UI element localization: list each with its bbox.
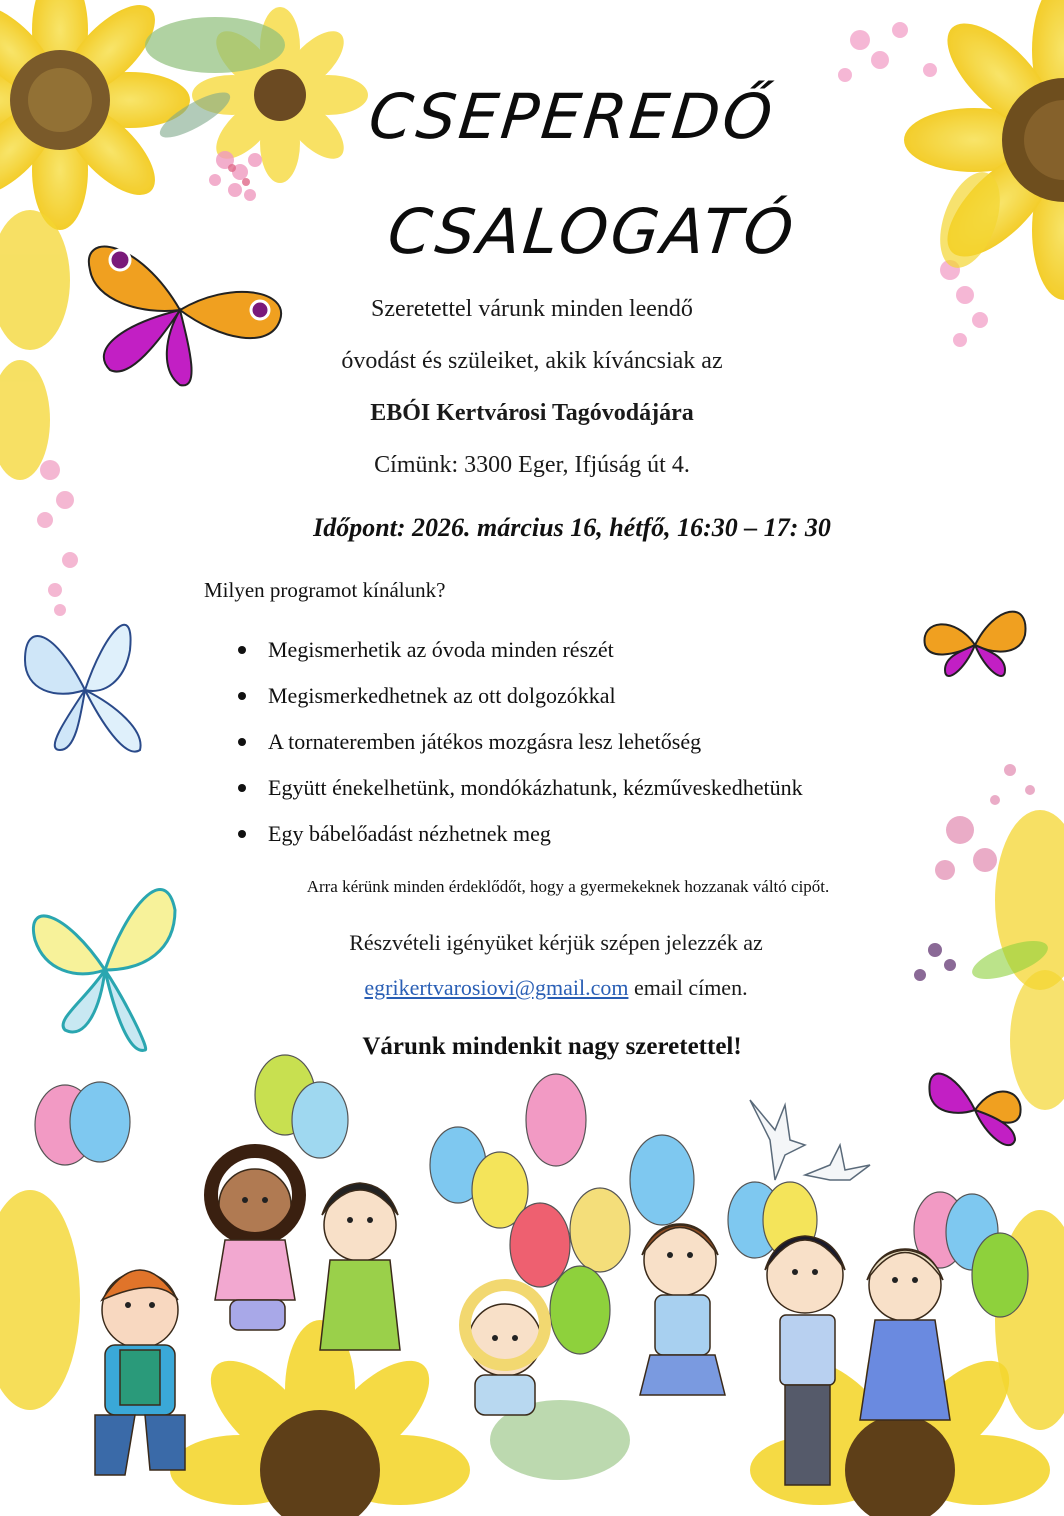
event-datetime: Időpont: 2026. március 16, hétfő, 16:30 – 17: 30 <box>313 513 831 542</box>
bullet-icon <box>238 830 246 838</box>
rsvp-line-1: Részvételi igényüket kérjük szépen jelezzék az <box>349 930 763 955</box>
list-item: A tornateremben játékos mozgásra lesz lehetőség <box>238 722 803 768</box>
email-suffix: email címen. <box>628 975 748 1000</box>
rsvp-line-2 <box>24 975 1064 1001</box>
institution-name: EBÓI Kertvárosi Tagóvodájára <box>370 400 694 426</box>
bullet-icon <box>238 784 246 792</box>
list-item: Egy bábelőadást nézhetnek meg <box>238 814 803 860</box>
list-item: Együtt énekelhetünk, mondókázhatunk, kézműveskedhetünk <box>238 768 803 814</box>
program-list <box>238 630 803 860</box>
intro-line-1: Szeretettel várunk minden leendő <box>371 296 693 322</box>
dove-icon <box>750 1100 870 1180</box>
butterfly-icon <box>929 1074 1020 1146</box>
butterfly-icon <box>33 890 175 1051</box>
bullet-icon <box>238 646 246 654</box>
title-line-2: CSALOGATÓ <box>384 195 800 268</box>
title-line-1: CSEPEREDŐ <box>365 80 779 153</box>
email-link[interactable]: egrikertvarosiovi@gmail.com <box>364 975 629 1000</box>
program-heading: Milyen programot kínálunk? <box>204 578 446 602</box>
closing-text: Várunk mindenkit nagy szeretettel! <box>362 1033 742 1060</box>
butterfly-icon <box>925 612 1026 676</box>
butterfly-icon <box>25 625 141 752</box>
intro-line-2: óvodást és szüleiket, akik kíváncsiak az <box>341 348 723 374</box>
bullet-icon <box>238 692 246 700</box>
shoes-note: Arra kérünk minden érdeklődőt, hogy a gyermekeknek hozzanak váltó cipőt. <box>306 877 830 896</box>
list-item: Megismerhetik az óvoda minden részét <box>238 630 803 676</box>
address: Címünk: 3300 Eger, Ifjúság út 4. <box>374 452 690 478</box>
list-item: Megismerkedhetnek az ott dolgozókkal <box>238 676 803 722</box>
bullet-icon <box>238 738 246 746</box>
